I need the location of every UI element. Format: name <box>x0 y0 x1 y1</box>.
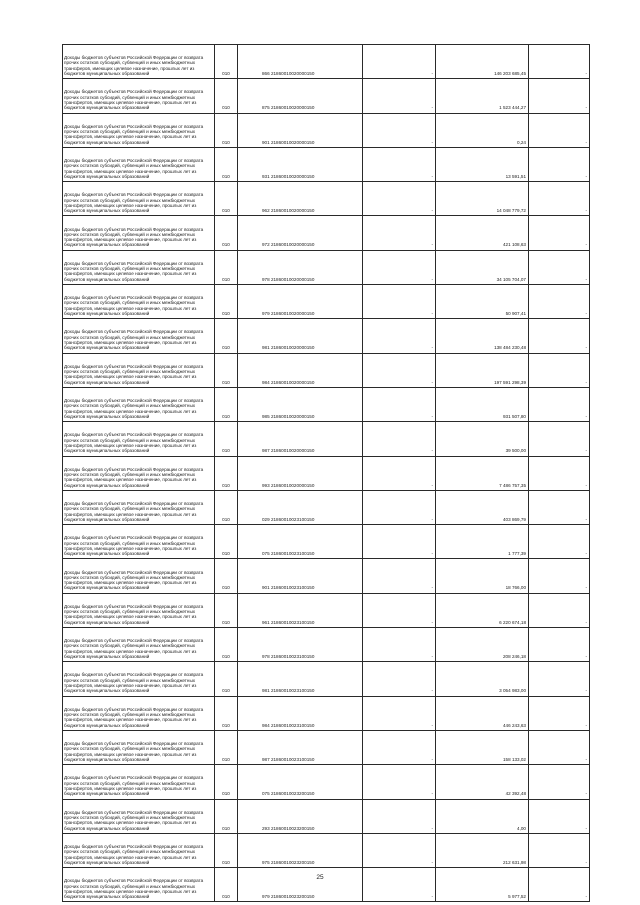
table-row <box>63 182 590 216</box>
table-row <box>63 353 590 387</box>
table-row <box>63 559 590 593</box>
row-budget-code-cell: 866 21860010020000150 <box>238 45 363 79</box>
row-unexecuted-cell: - <box>529 662 590 696</box>
row-line-code-cell: 010 <box>215 868 238 902</box>
row-approved-cell: - <box>363 387 436 421</box>
row-budget-code-cell: 293 21860010023200150 <box>238 799 363 833</box>
row-approved-cell: - <box>363 868 436 902</box>
table-row <box>63 662 590 696</box>
row-unexecuted-cell: - <box>529 387 590 421</box>
row-unexecuted-cell: - <box>529 422 590 456</box>
row-budget-code-cell: 975 21860010023200150 <box>238 833 363 867</box>
row-line-code-cell: 010 <box>215 319 238 353</box>
row-line-code-cell: 010 <box>215 833 238 867</box>
row-line-code-cell: 010 <box>215 285 238 319</box>
row-budget-code-cell: 931 21860010020000150 <box>238 147 363 181</box>
row-budget-code-cell: 901 21860010023100150 <box>238 559 363 593</box>
row-approved-cell: - <box>363 833 436 867</box>
table-row <box>63 147 590 181</box>
row-budget-code-cell: 075 21860010023100150 <box>238 525 363 559</box>
row-executed-cell: 50 907,41 <box>436 285 529 319</box>
row-name-cell: Доходы бюджетов субъектов Российской Федерации от возврата прочих остатков субсидий, субвенций и иных межбюджетных трансфертов, имеющих целевое назначение, прошлых лет из бюджетов муниципальных образований <box>63 422 215 456</box>
row-budget-code-cell: 979 21860010020000150 <box>238 285 363 319</box>
row-executed-cell: 0,24 <box>436 113 529 147</box>
row-approved-cell: - <box>363 216 436 250</box>
row-name-cell: Доходы бюджетов субъектов Российской Федерации от возврата прочих остатков субсидий, субвенций и иных межбюджетных трансфертов, имеющих целевое назначение, прошлых лет из бюджетов муниципальных образований <box>63 147 215 181</box>
row-executed-cell: 146 203 685,45 <box>436 45 529 79</box>
table-row <box>63 525 590 559</box>
table-row <box>63 113 590 147</box>
row-unexecuted-cell: - <box>529 628 590 662</box>
row-executed-cell: 403 869,79 <box>436 490 529 524</box>
row-executed-cell: 1 777,39 <box>436 525 529 559</box>
row-unexecuted-cell: - <box>529 182 590 216</box>
row-line-code-cell: 010 <box>215 353 238 387</box>
row-approved-cell: - <box>363 182 436 216</box>
row-executed-cell: 3 054 983,00 <box>436 662 529 696</box>
row-name-cell: Доходы бюджетов субъектов Российской Федерации от возврата прочих остатков субсидий, субвенций и иных межбюджетных трансферов, имеющих целевое назначение, прошлых лет из бюджетов муниципальных образований <box>63 45 215 79</box>
row-budget-code-cell: 984 21860010023100150 <box>238 696 363 730</box>
table-row <box>63 628 590 662</box>
row-name-cell: Доходы бюджетов субъектов Российской Федерации от возврата прочих остатков субсидий, субвенций и иных межбюджетных трансфертов, имеющих целевое назначение, прошлых лет из бюджетов муниципальных образований <box>63 696 215 730</box>
table-row <box>63 593 590 627</box>
table-row <box>63 422 590 456</box>
row-executed-cell: 39 500,00 <box>436 422 529 456</box>
row-unexecuted-cell: - <box>529 147 590 181</box>
row-budget-code-cell: 978 21860010023100150 <box>238 628 363 662</box>
revenue-table <box>62 44 590 902</box>
row-name-cell: Доходы бюджетов субъектов Российской Федерации от возврата прочих остатков субсидий, субвенций и иных межбюджетных трансфертов, имеющих целевое назначение, прошлых лет из бюджетов муниципальных образований <box>63 353 215 387</box>
row-line-code-cell: 010 <box>215 799 238 833</box>
row-budget-code-cell: 981 21860010020000150 <box>238 319 363 353</box>
row-unexecuted-cell: - <box>529 79 590 113</box>
row-budget-code-cell: 981 21860010023100150 <box>238 662 363 696</box>
row-line-code-cell: 010 <box>215 628 238 662</box>
row-name-cell: Доходы бюджетов субъектов Российской Федерации от возврата прочих остатков субсидий, субвенций и иных межбюджетных трансфертов, имеющих целевое назначение, прошлых лет из бюджетов муниципальных образований <box>63 559 215 593</box>
table-row <box>63 730 590 764</box>
row-executed-cell: 14 048 779,72 <box>436 182 529 216</box>
row-budget-code-cell: 987 21860010020000150 <box>238 422 363 456</box>
row-name-cell: Доходы бюджетов субъектов Российской Федерации от возврата прочих остатков субсидий, субвенций и иных межбюджетных трансфертов, имеющих целевое назначение, прошлых лет из бюджетов муниципальных образований <box>63 525 215 559</box>
row-name-cell: Доходы бюджетов субъектов Российской Федерации от возврата прочих остатков субсидий, субвенций и иных межбюджетных трансфертов, имеющих целевое назначение, прошлых лет из бюджетов муниципальных образований <box>63 387 215 421</box>
row-budget-code-cell: 961 21860010023100150 <box>238 593 363 627</box>
row-approved-cell: - <box>363 662 436 696</box>
row-line-code-cell: 010 <box>215 765 238 799</box>
row-unexecuted-cell: - <box>529 525 590 559</box>
row-executed-cell: 208 246,18 <box>436 628 529 662</box>
row-approved-cell: - <box>363 113 436 147</box>
row-executed-cell: 212 631,98 <box>436 833 529 867</box>
row-unexecuted-cell: - <box>529 799 590 833</box>
row-approved-cell: - <box>363 730 436 764</box>
row-unexecuted-cell: - <box>529 250 590 284</box>
row-line-code-cell: 010 <box>215 113 238 147</box>
row-line-code-cell: 010 <box>215 45 238 79</box>
table-row <box>63 833 590 867</box>
row-name-cell: Доходы бюджетов субъектов Российской Федерации от возврата прочих остатков субсидий, субвенций и иных межбюджетных трансфертов, имеющих целевое назначение, прошлых лет из бюджетов муниципальных образований <box>63 593 215 627</box>
table-row <box>63 79 590 113</box>
row-name-cell: Доходы бюджетов субъектов Российской Федерации от возврата прочих остатков субсидий, субвенций и иных межбюджетных трансфертов, имеющих целевое назначение, прошлых лет из бюджетов муниципальных образований <box>63 833 215 867</box>
row-name-cell: Доходы бюджетов субъектов Российской Федерации от возврата прочих остатков субсидий, субвенций и иных межбюджетных трансфертов, имеющих целевое назначение, прошлых лет из бюджетов муниципальных образований <box>63 250 215 284</box>
table-row <box>63 387 590 421</box>
table-row <box>63 696 590 730</box>
row-executed-cell: 931 507,80 <box>436 387 529 421</box>
table-row <box>63 456 590 490</box>
row-unexecuted-cell: - <box>529 868 590 902</box>
row-line-code-cell: 010 <box>215 182 238 216</box>
row-approved-cell: - <box>363 45 436 79</box>
table-row <box>63 765 590 799</box>
row-line-code-cell: 010 <box>215 696 238 730</box>
row-name-cell: Доходы бюджетов субъектов Российской Федерации от возврата прочих остатков субсидий, субвенций и иных межбюджетных трансфертов, имеющих целевое назначение, прошлых лет из бюджетов муниципальных образований <box>63 490 215 524</box>
row-unexecuted-cell: - <box>529 216 590 250</box>
document-page <box>62 44 590 902</box>
row-name-cell: Доходы бюджетов субъектов Российской Федерации от возврата прочих остатков субсидий, субвенций и иных межбюджетных трансфертов, имеющих целевое назначение, прошлых лет из бюджетов муниципальных образований <box>63 216 215 250</box>
row-unexecuted-cell: - <box>529 559 590 593</box>
row-unexecuted-cell: - <box>529 696 590 730</box>
row-name-cell: Доходы бюджетов субъектов Российской Федерации от возврата прочих остатков субсидий, субвенций и иных межбюджетных трансфертов, имеющих целевое назначение, прошлых лет из бюджетов муниципальных образований <box>63 456 215 490</box>
row-unexecuted-cell: - <box>529 593 590 627</box>
row-executed-cell: 7 486 757,35 <box>436 456 529 490</box>
table-row <box>63 490 590 524</box>
row-approved-cell: - <box>363 285 436 319</box>
row-approved-cell: - <box>363 490 436 524</box>
row-executed-cell: 5 977,52 <box>436 868 529 902</box>
row-approved-cell: - <box>363 147 436 181</box>
row-budget-code-cell: 978 21860010020000150 <box>238 250 363 284</box>
row-name-cell: Доходы бюджетов субъектов Российской Федерации от возврата прочих остатков субсидий, субвенций и иных межбюджетных трансфертов, имеющих целевое назначение, прошлых лет из бюджетов муниципальных образований <box>63 868 215 902</box>
row-executed-cell: 13 591,51 <box>436 147 529 181</box>
row-executed-cell: 421 108,63 <box>436 216 529 250</box>
table-row <box>63 319 590 353</box>
row-approved-cell: - <box>363 593 436 627</box>
row-budget-code-cell: 901 21860010020000150 <box>238 113 363 147</box>
row-approved-cell: - <box>363 696 436 730</box>
row-budget-code-cell: 985 21860010020000150 <box>238 387 363 421</box>
table-row <box>63 799 590 833</box>
row-unexecuted-cell: - <box>529 765 590 799</box>
row-line-code-cell: 010 <box>215 662 238 696</box>
row-unexecuted-cell: - <box>529 730 590 764</box>
row-line-code-cell: 010 <box>215 387 238 421</box>
row-budget-code-cell: 993 21860010020000150 <box>238 456 363 490</box>
row-approved-cell: - <box>363 559 436 593</box>
row-approved-cell: - <box>363 525 436 559</box>
page-number: 25 <box>316 874 324 881</box>
row-line-code-cell: 010 <box>215 559 238 593</box>
row-unexecuted-cell: - <box>529 456 590 490</box>
row-approved-cell: - <box>363 765 436 799</box>
row-executed-cell: 42 392,48 <box>436 765 529 799</box>
row-line-code-cell: 010 <box>215 147 238 181</box>
row-name-cell: Доходы бюджетов субъектов Российской Федерации от возврата прочих остатков субсидий, субвенций и иных межбюджетных трансфертов, имеющих целевое назначение, прошлых лет из бюджетов муниципальных образований <box>63 285 215 319</box>
row-unexecuted-cell: - <box>529 113 590 147</box>
row-name-cell: Доходы бюджетов субъектов Российской Федерации от возврата прочих остатков субсидий, субвенций и иных межбюджетных трансфертов, имеющих целевое назначение, прошлых лет из бюджетов муниципальных образований <box>63 765 215 799</box>
row-approved-cell: - <box>363 250 436 284</box>
row-name-cell: Доходы бюджетов субъектов Российской Федерации от возврата прочих остатков субсидий, субвенций и иных межбюджетных трансфертов, имеющих целевое назначение, прошлых лет из бюджетов муниципальных образований <box>63 799 215 833</box>
row-name-cell: Доходы бюджетов субъектов Российской Федерации от возврата прочих остатков субсидий, субвенций и иных межбюджетных трансфертов, имеющих целевое назначение, прошлых лет из бюджетов муниципальных образований <box>63 79 215 113</box>
row-executed-cell: 197 591 298,39 <box>436 353 529 387</box>
table-row <box>63 45 590 79</box>
row-executed-cell: 6 220 674,18 <box>436 593 529 627</box>
row-name-cell: Доходы бюджетов субъектов Российской Федерации от возврата прочих остатков субсидий, субвенций и иных межбюджетных трансфертов, имеющих целевое назначение, прошлых лет из бюджетов муниципальных образований <box>63 730 215 764</box>
row-unexecuted-cell: - <box>529 490 590 524</box>
row-budget-code-cell: 875 21860010020000150 <box>238 79 363 113</box>
row-name-cell: Доходы бюджетов субъектов Российской Федерации от возврата прочих остатков субсидий, субвенций и иных межбюджетных трансфертов, имеющих целевое назначение, прошлых лет из бюджетов муниципальных образований <box>63 319 215 353</box>
row-line-code-cell: 010 <box>215 456 238 490</box>
row-line-code-cell: 010 <box>215 593 238 627</box>
row-line-code-cell: 010 <box>215 525 238 559</box>
row-unexecuted-cell: - <box>529 833 590 867</box>
row-line-code-cell: 010 <box>215 490 238 524</box>
row-executed-cell: 158 133,02 <box>436 730 529 764</box>
row-executed-cell: 1 523 444,27 <box>436 79 529 113</box>
table-row <box>63 250 590 284</box>
row-approved-cell: - <box>363 456 436 490</box>
row-unexecuted-cell: - <box>529 285 590 319</box>
row-name-cell: Доходы бюджетов субъектов Российской Федерации от возврата прочих остатков субсидий, субвенций и иных межбюджетных трансфертов, имеющих целевое назначение, прошлых лет из бюджетов муниципальных образований <box>63 113 215 147</box>
row-budget-code-cell: 984 21860010020000150 <box>238 353 363 387</box>
row-approved-cell: - <box>363 79 436 113</box>
row-budget-code-cell: 962 21860010020000150 <box>238 182 363 216</box>
row-name-cell: Доходы бюджетов субъектов Российской Федерации от возврата прочих остатков субсидий, субвенций и иных межбюджетных трансфертов, имеющих целевое назначение, прошлых лет из бюджетов муниципальных образований <box>63 662 215 696</box>
row-unexecuted-cell: - <box>529 45 590 79</box>
row-unexecuted-cell: - <box>529 353 590 387</box>
row-approved-cell: - <box>363 353 436 387</box>
table-row <box>63 285 590 319</box>
row-line-code-cell: 010 <box>215 250 238 284</box>
row-unexecuted-cell: - <box>529 319 590 353</box>
row-name-cell: Доходы бюджетов субъектов Российской Федерации от возврата прочих остатков субсидий, субвенций и иных межбюджетных трансфертов, имеющих целевое назначение, прошлых лет из бюджетов муниципальных образований <box>63 182 215 216</box>
row-executed-cell: 138 484 230,48 <box>436 319 529 353</box>
row-name-cell: Доходы бюджетов субъектов Российской Федерации от возврата прочих остатков субсидий, субвенций и иных межбюджетных трансфертов, имеющих целевое назначение, прошлых лет из бюджетов муниципальных образований <box>63 628 215 662</box>
row-budget-code-cell: 029 21860010023100150 <box>238 490 363 524</box>
row-budget-code-cell: 979 21860010023200150 <box>238 868 363 902</box>
row-line-code-cell: 010 <box>215 422 238 456</box>
row-budget-code-cell: 972 21860010020000150 <box>238 216 363 250</box>
row-line-code-cell: 010 <box>215 79 238 113</box>
row-approved-cell: - <box>363 422 436 456</box>
row-approved-cell: - <box>363 799 436 833</box>
row-approved-cell: - <box>363 319 436 353</box>
row-executed-cell: 18 766,00 <box>436 559 529 593</box>
revenue-table-body <box>63 45 590 902</box>
table-row <box>63 216 590 250</box>
row-executed-cell: 4,00 <box>436 799 529 833</box>
table-row <box>63 868 590 902</box>
row-line-code-cell: 010 <box>215 216 238 250</box>
row-executed-cell: 34 105 704,07 <box>436 250 529 284</box>
row-approved-cell: - <box>363 628 436 662</box>
row-executed-cell: 446 243,63 <box>436 696 529 730</box>
row-budget-code-cell: 075 21860010023200150 <box>238 765 363 799</box>
row-line-code-cell: 010 <box>215 730 238 764</box>
row-budget-code-cell: 987 21860010023100150 <box>238 730 363 764</box>
